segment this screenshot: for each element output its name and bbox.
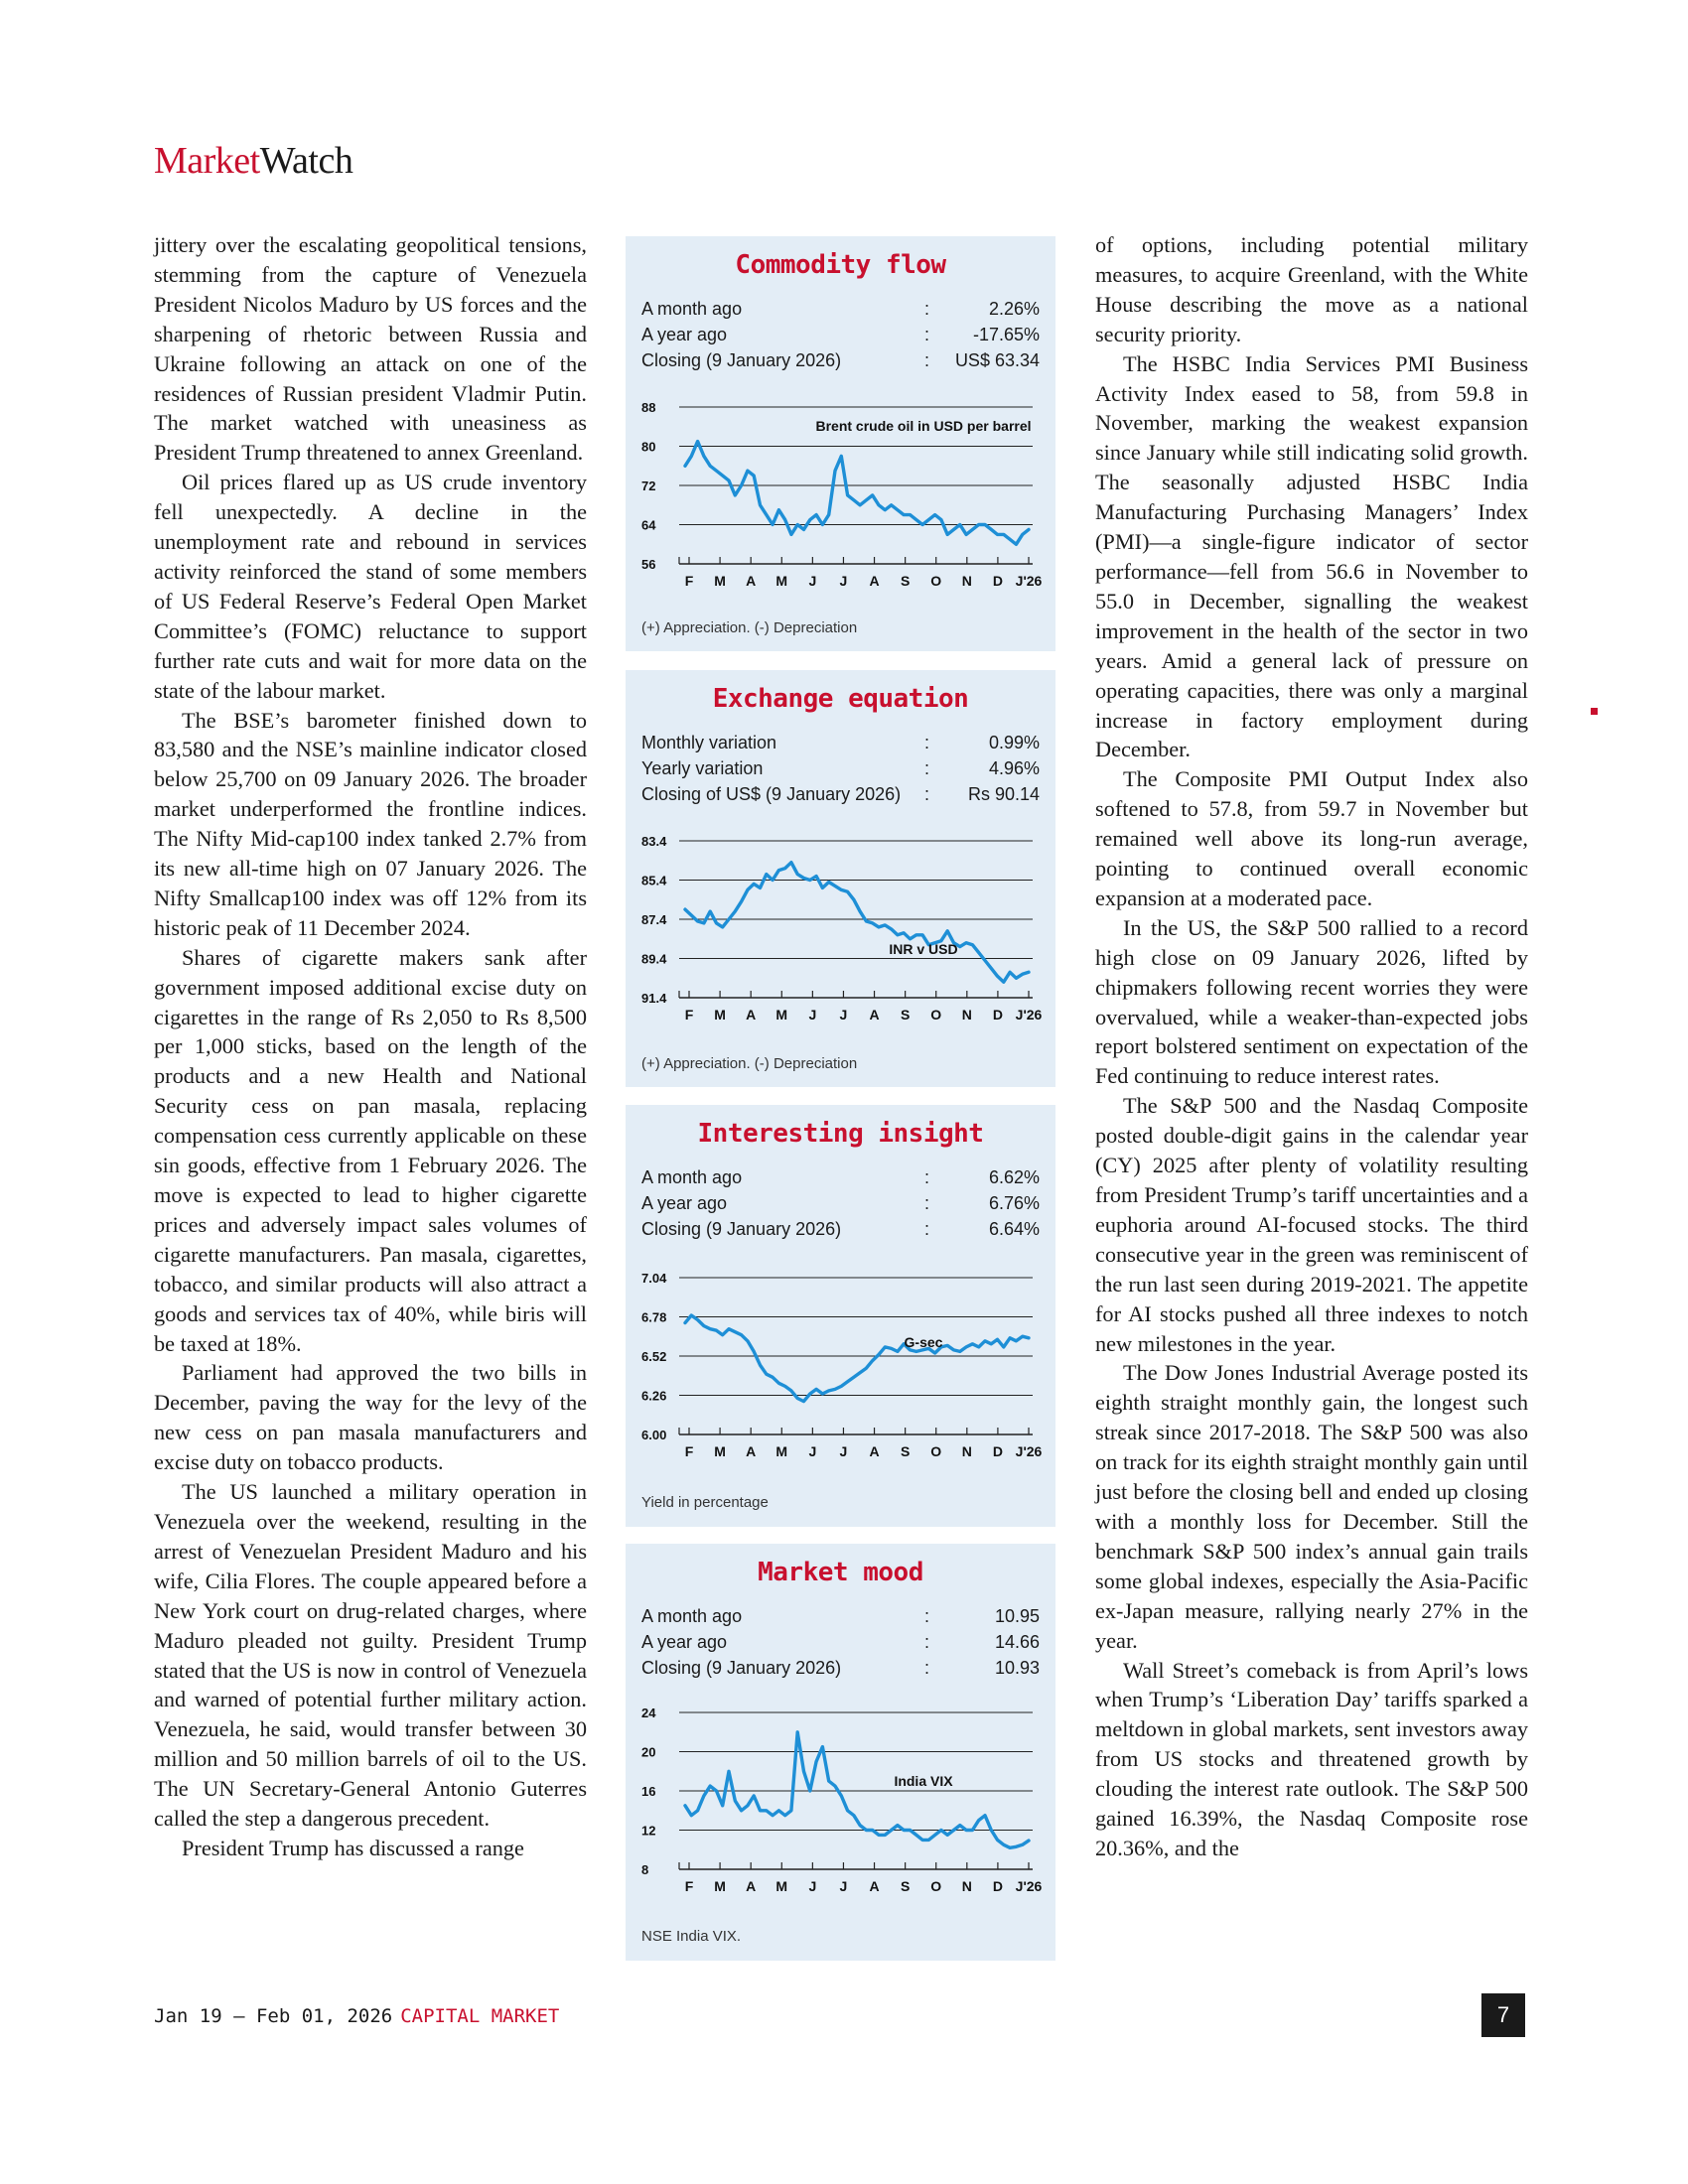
margin-marker (1591, 708, 1598, 715)
stat-label: Closing (9 January 2026) (641, 1658, 842, 1678)
stat-value: Rs 90.14 (967, 784, 1040, 804)
y-tick-label: 83.4 (641, 834, 667, 849)
x-tick-label: F (684, 1007, 694, 1023)
stats-table (641, 296, 1040, 373)
stat-row: A month ago : 10.95 (641, 1603, 1040, 1629)
stats-table (641, 1603, 1040, 1681)
paragraph: Oil prices flared up as US crude inventory fell unexpectedly. A decline in the unemployment rate and rebound in services activity reinforced the stand of some members of US Federal Reserve’s Federal Open Market Committee’s (FOMC) reluctance to support further rate cuts and wait for more data on the state of the labour market. (154, 470, 587, 703)
y-tick-label: 20 (641, 1744, 656, 1760)
x-tick-label: J (808, 1443, 817, 1459)
x-tick-label: M (775, 1878, 788, 1894)
x-tick-label: D (992, 1443, 1003, 1459)
x-tick-label: N (961, 1878, 972, 1894)
x-tick-label: A (746, 1443, 757, 1459)
stat-value: 4.96% (988, 758, 1040, 778)
section-brand (154, 139, 352, 183)
x-tick-label: O (930, 573, 942, 589)
brent-crude-chart (626, 395, 1055, 614)
x-tick-label: S (900, 573, 911, 589)
stat-value: 6.62% (988, 1167, 1040, 1187)
stat-row: A year ago : -17.65% (641, 322, 1040, 347)
chart-title-label: Brent crude oil in USD per barrel (815, 418, 1032, 434)
stat-row: A month ago : 2.26% (641, 296, 1040, 322)
paragraph: The Dow Jones Industrial Average posted its eighth straight monthly gain, the longest such streak since 2017-2018. The S&P 500 was also on track for its eighth straight monthly gain until just before the closing bell and ended up closing with a monthly loss for December. Still the benchmark S&P 500 index’s annual gain trails some global indexes, especially the Asia-Pacific ex-Japan measure, rallying nearly 27% in the year. (1095, 1360, 1528, 1653)
y-tick-label: 6.78 (641, 1309, 667, 1325)
y-tick-label: 6.26 (641, 1388, 667, 1404)
chart-title-label: G-sec (904, 1334, 943, 1350)
x-tick-label: D (992, 1007, 1003, 1023)
y-tick-label: 87.4 (641, 912, 667, 927)
market-mood-panel (626, 1544, 1055, 1961)
page-number: 7 (1481, 1993, 1525, 2037)
paragraph: President Trump has discussed a range (182, 1835, 524, 1860)
x-tick-label: A (746, 573, 757, 589)
footer-issue (154, 2005, 559, 2027)
y-tick-label: 16 (641, 1784, 656, 1799)
panel-title: Commodity flow (735, 250, 946, 280)
x-tick-label: D (992, 573, 1003, 589)
y-tick-label: 56 (641, 557, 656, 572)
stat-value: 14.66 (994, 1632, 1040, 1652)
y-tick-label: 72 (641, 478, 656, 493)
x-tick-label: M (775, 573, 788, 589)
stat-label: Monthly variation (641, 733, 777, 752)
paragraph: The BSE’s barometer finished down to 83,580 and the NSE’s mainline indicator closed below 25,700 on 09 January 2026. The broader market underperformed the frontline indices. The Nifty Mid-cap100 index tanked 2.7% from its new all-time high on 07 January 2026. The Nifty Smallcap100 index was off 12% from its historic peak of 11 December 2024. (154, 707, 587, 940)
x-tick-label: J'26 (1015, 1007, 1043, 1023)
stat-value: 10.93 (994, 1658, 1040, 1678)
stat-row: A year ago : 6.76% (641, 1190, 1040, 1216)
paragraph: jittery over the escalating geopolitical tensions, stemming from the capture of Venezuela President Nicolos Maduro by US forces and the sharpening of rhetoric between Russia and Ukraine following an attack on one of the residences of Russian president Vladmir Putin. The market watched with uneasiness as President Trump threatened to annex Greenland. (154, 232, 587, 466)
stat-value: 2.26% (988, 299, 1040, 319)
stat-row: Closing of US$ (9 January 2026) : Rs 90.14 (641, 781, 1040, 807)
stat-label: Closing (9 January 2026) (641, 350, 842, 370)
x-tick-label: M (714, 1878, 726, 1894)
paragraph: Shares of cigarette makers sank after government imposed additional excise duty on cigarettes in the range of Rs 2,050 to Rs 8,500 per 1,000 sticks, based on the length of the products and a new Health and National Security cess on pan masala, replacing compensation cess currently applicable on these sin goods, effective from 1 February 2026. The move is expected to lead to higher cigarette prices and adversely impact sales volumes of cigarette manufacturers. Pan masala, cigarettes, tobacco, and similar products will also attract a goods and services tax of 40%, while biris will be taxed at 18%. (154, 944, 587, 1356)
y-tick-label: 7.04 (641, 1271, 667, 1286)
x-tick-label: J'26 (1015, 1443, 1043, 1459)
stat-label: A year ago (641, 1193, 728, 1213)
stat-value: 0.99% (988, 733, 1040, 752)
paragraph: Wall Street’s comeback is from April’s lows when Trump’s ‘Liberation Day’ tariffs sparked a meltdown in global markets, sent investors away from US stocks and threatened growth by clouding the interest rate outlook. The S&P 500 gained 16.39%, the Nasdaq Composite rose 20.36%, and the (1095, 1657, 1528, 1860)
stat-label: A year ago (641, 325, 728, 344)
stat-row: Closing (9 January 2026) : 10.93 (641, 1655, 1040, 1681)
y-tick-label: 91.4 (641, 991, 667, 1006)
paragraph: Parliament had approved the two bills in December, paving the way for the levy of the new cess on pan masala manufacturers and excise duty on tobacco products. (154, 1360, 587, 1475)
y-tick-label: 12 (641, 1823, 656, 1839)
brand-watch: Watch (259, 140, 353, 182)
y-tick-label: 64 (641, 517, 656, 533)
x-tick-label: J'26 (1015, 1878, 1043, 1894)
exchange-equation-panel (626, 670, 1055, 1087)
x-tick-label: J (808, 1878, 817, 1894)
x-tick-label: F (684, 1878, 694, 1894)
footer-magazine: CAPITAL MARKET (400, 2005, 560, 2027)
x-tick-label: M (714, 1007, 726, 1023)
chart-title-label: INR v USD (889, 941, 958, 957)
x-tick-label: F (684, 573, 694, 589)
stat-row: Closing (9 January 2026) : 6.64% (641, 1216, 1040, 1242)
paragraph: The Composite PMI Output Index also softened to 57.8, from 59.7 in November but remained well above its long-run average, pointing to continued overall economic expansion at a moderated pace. (1095, 766, 1528, 910)
x-tick-label: M (714, 573, 726, 589)
commodity-flow-panel (626, 236, 1055, 651)
stat-row: A month ago : 6.62% (641, 1164, 1040, 1190)
stat-label: A month ago (641, 299, 743, 319)
series-line (685, 442, 1029, 545)
stats-table (641, 730, 1040, 807)
stat-row: Closing (9 January 2026) : US$ 63.34 (641, 347, 1040, 373)
article-right-column (1095, 230, 1528, 1863)
x-tick-label: A (869, 1443, 880, 1459)
x-tick-label: J (839, 573, 848, 589)
x-tick-label: J'26 (1015, 573, 1043, 589)
x-tick-label: J (808, 573, 817, 589)
stat-value: 10.95 (994, 1606, 1040, 1626)
y-tick-label: 80 (641, 439, 656, 455)
y-tick-label: 6.52 (641, 1349, 667, 1364)
x-tick-label: S (900, 1878, 911, 1894)
stat-label: A year ago (641, 1632, 728, 1652)
x-tick-label: A (869, 1007, 880, 1023)
paragraph: The US launched a military operation in Venezuela over the weekend, resulting in the arrest of Venezuelan President Maduro and his wife, Cilia Flores. The couple appeared before a New York court on drug-related charges, where Maduro pleaded not guilty. President Trump stated that the US is now in control of Venezuela and warned of potential further military action. Venezuela, he said, would transfer between 30 million and 50 million barrels of oil to the US. The UN Secretary-General Antonio Guterres called the step a dangerous precedent. (154, 1479, 587, 1832)
x-tick-label: J (839, 1878, 848, 1894)
india-vix-chart (626, 1701, 1055, 1921)
stat-value: -17.65% (972, 325, 1040, 344)
interesting-insight-panel (626, 1105, 1055, 1527)
stat-value: US$ 63.34 (954, 350, 1040, 370)
stat-label: A month ago (641, 1606, 743, 1626)
chart-note: (+) Appreciation. (-) Depreciation (641, 1055, 858, 1072)
chart-note: Yield in percentage (641, 1494, 769, 1511)
y-tick-label: 24 (641, 1706, 656, 1720)
y-tick-label: 88 (641, 400, 656, 415)
y-tick-label: 8 (641, 1862, 649, 1877)
x-tick-label: S (900, 1007, 911, 1023)
x-tick-label: A (746, 1878, 757, 1894)
panel-title: Market mood (758, 1558, 923, 1587)
x-tick-label: N (961, 1443, 972, 1459)
paragraph: of options, including potential military measures, to acquire Greenland, with the White House describing the move as a national security priority. (1095, 232, 1528, 346)
article-left-column (154, 230, 587, 1863)
paragraph: The S&P 500 and the Nasdaq Composite posted double-digit gains in the calendar year (CY) 2025 after plenty of volatility resulting from President Trump’s tariff uncertainties and a euphoria around AI-focused stocks. The third consecutive year in the green was reminiscent of the run last seen during 2019-2021. The appetite for AI stocks pushed all three indexes to notch new milestones in the year. (1095, 1093, 1528, 1356)
stat-label: Closing (9 January 2026) (641, 1219, 842, 1239)
x-tick-label: J (839, 1007, 848, 1023)
footer-date: Jan 19 – Feb 01, 2026 (154, 2005, 393, 2027)
paragraph: The HSBC India Services PMI Business Activity Index eased to 58, from 59.8 in November, marking the weakest expansion since January while still indicating solid growth. The seasonally adjusted HSBC India Manufacturing Purchasing Managers’ Index (PMI)—a single-figure indicator of sector performance—fell from 56.6 in November to 55.0 in December, signalling the weakest improvement in the health of the sector in two years. Amid a general lack of pressure on operating capacities, there was only a marginal increase in factory employment during December. (1095, 350, 1528, 762)
x-tick-label: N (961, 1007, 972, 1023)
panel-title: Exchange equation (712, 684, 969, 714)
series-line (685, 1315, 1029, 1402)
x-tick-label: O (930, 1878, 942, 1894)
panel-title: Interesting insight (697, 1119, 984, 1149)
x-tick-label: F (684, 1443, 694, 1459)
stat-row: Yearly variation : 4.96% (641, 755, 1040, 781)
x-tick-label: A (869, 573, 880, 589)
x-tick-label: A (746, 1007, 757, 1023)
x-tick-label: S (900, 1443, 911, 1459)
stat-row: A year ago : 14.66 (641, 1629, 1040, 1655)
x-tick-label: A (869, 1878, 880, 1894)
brand-market: Market (154, 140, 260, 182)
x-tick-label: M (775, 1007, 788, 1023)
stat-value: 6.76% (988, 1193, 1040, 1213)
x-tick-label: O (930, 1443, 942, 1459)
y-tick-label: 6.00 (641, 1428, 667, 1442)
stat-label: Closing of US$ (9 January 2026) (641, 784, 902, 804)
x-tick-label: N (961, 573, 972, 589)
x-tick-label: M (714, 1443, 726, 1459)
paragraph: In the US, the S&P 500 rallied to a record high close on 09 January 2026, lifted by chipmakers following recent worries they were overvalued, while a weaker-than-expected jobs report bolstered sentiment on expectation of the Fed continuing to reduce interest rates. (1095, 914, 1528, 1089)
x-tick-label: J (808, 1007, 817, 1023)
chart-note: NSE India VIX. (641, 1928, 742, 1945)
gsec-chart (626, 1266, 1055, 1486)
stat-label: A month ago (641, 1167, 743, 1187)
stat-label: Yearly variation (641, 758, 764, 778)
stat-row: Monthly variation : 0.99% (641, 730, 1040, 755)
y-tick-label: 89.4 (641, 951, 667, 967)
x-tick-label: J (839, 1443, 848, 1459)
chart-note: (+) Appreciation. (-) Depreciation (641, 619, 858, 636)
x-tick-label: D (992, 1878, 1003, 1894)
x-tick-label: O (930, 1007, 942, 1023)
stat-value: 6.64% (988, 1219, 1040, 1239)
inr-usd-chart (626, 829, 1055, 1049)
stats-table (641, 1164, 1040, 1242)
chart-title-label: India VIX (894, 1773, 953, 1789)
y-tick-label: 85.4 (641, 873, 667, 888)
x-tick-label: M (775, 1443, 788, 1459)
